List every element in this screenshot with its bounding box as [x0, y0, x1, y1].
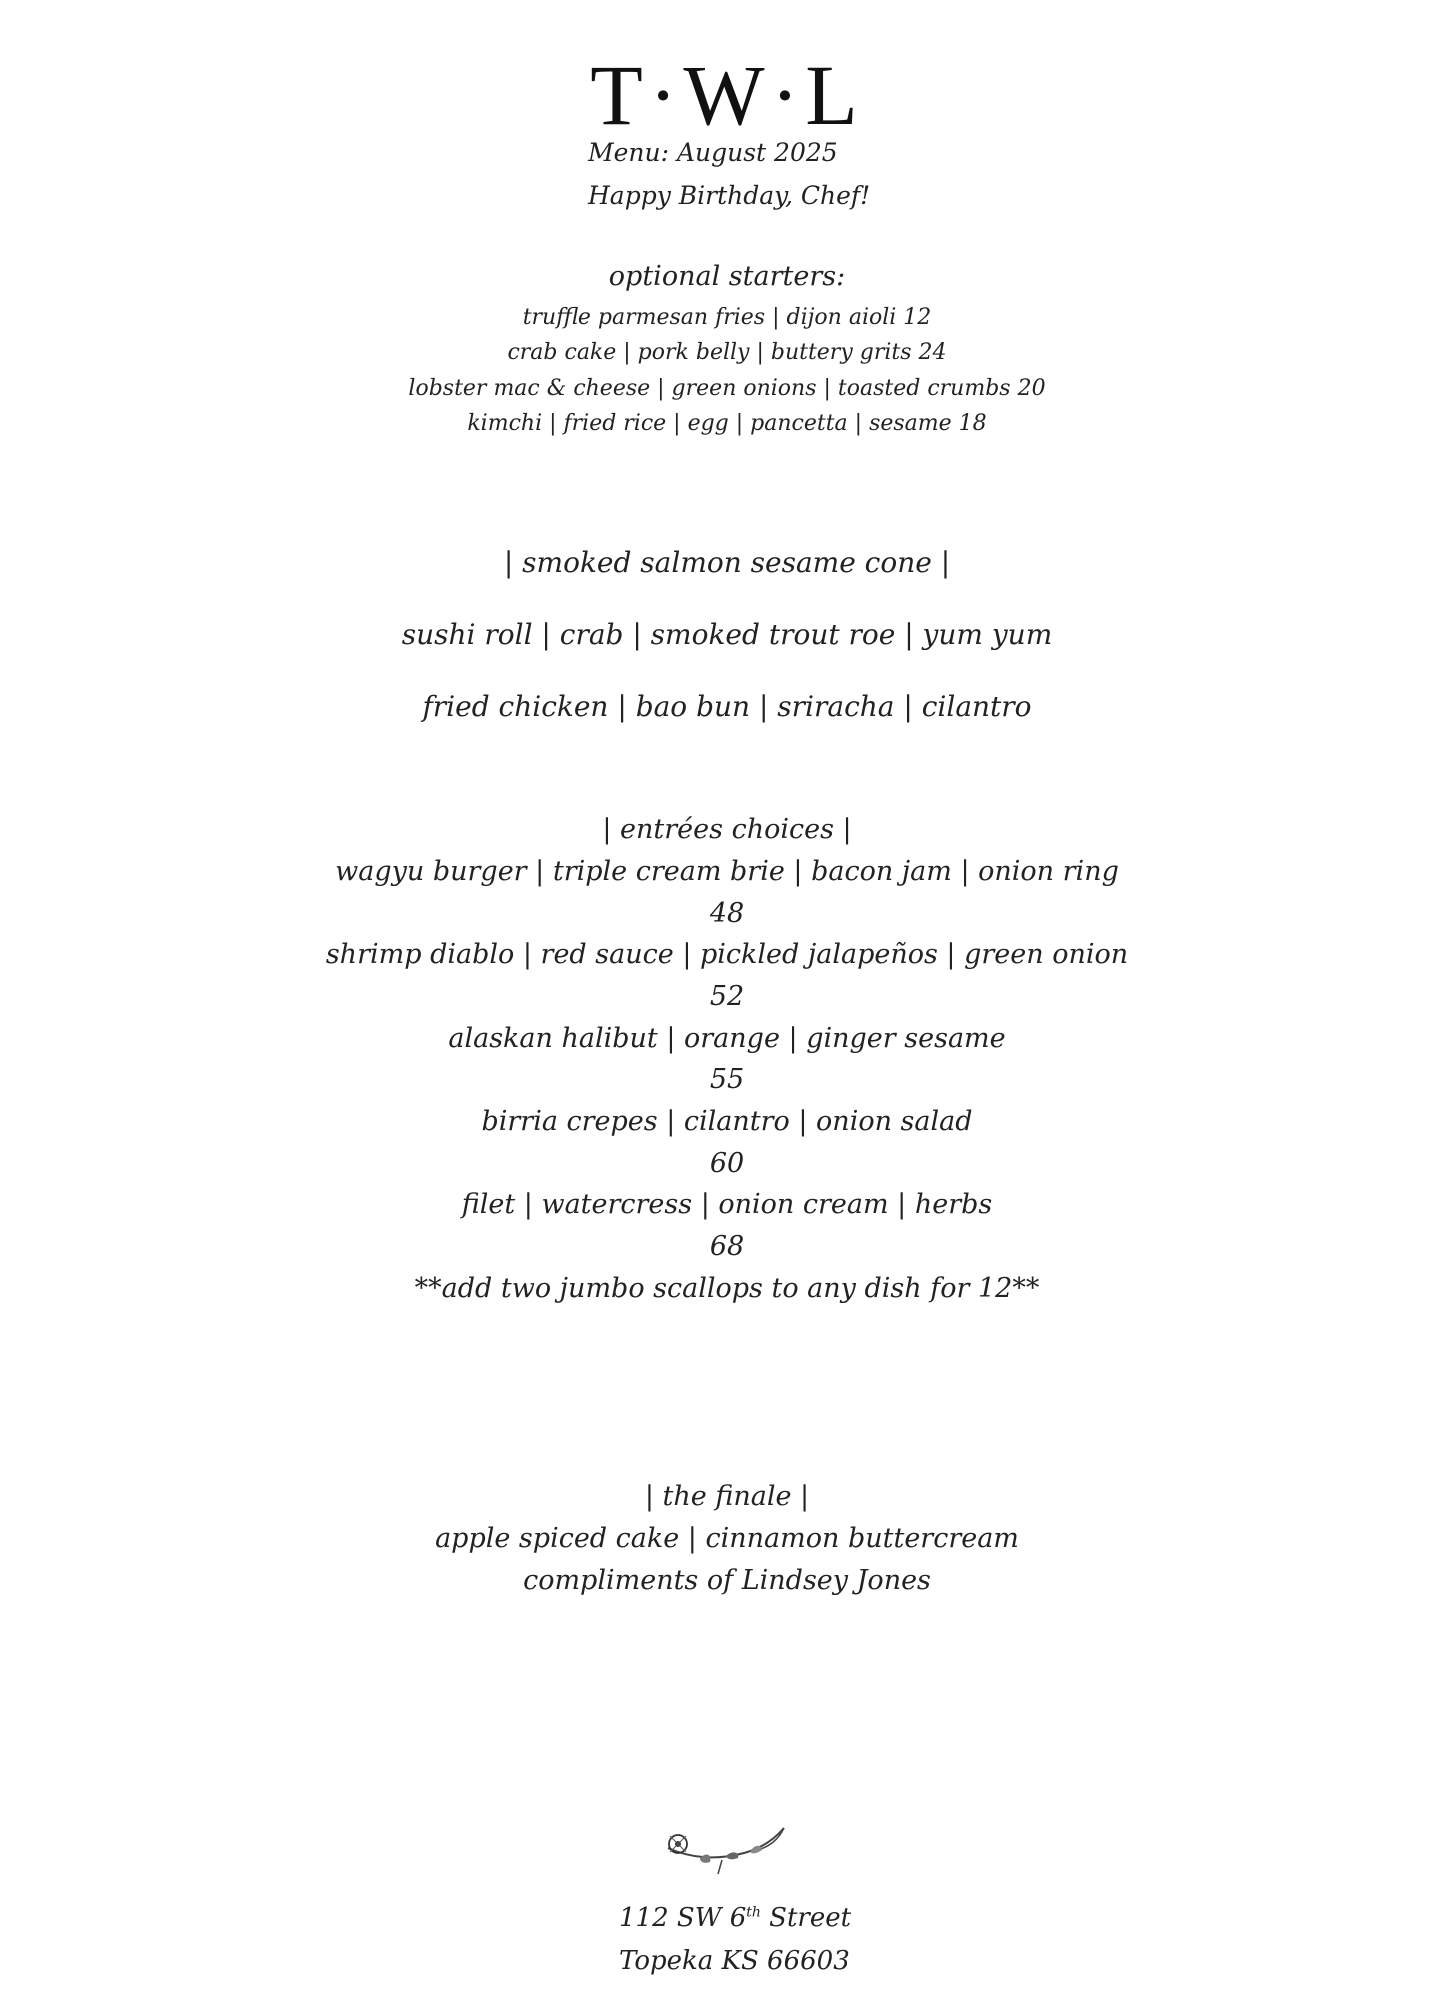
address-street	[619, 1903, 851, 1933]
street-name: Street	[760, 1903, 852, 1933]
entree-name: filet | watercress | onion cream | herbs	[461, 1189, 993, 1220]
floral-sprig-icon	[660, 1820, 790, 1880]
address-city: Topeka KS 66603	[619, 1946, 850, 1976]
course-item: sushi roll | crab | smoked trout roe | yum yum	[401, 618, 1053, 651]
entree-name: shrimp diablo | red sauce | pickled jalapeños | green onion	[325, 939, 1129, 970]
entree-price: 55	[709, 1064, 745, 1095]
entree-price: 60	[709, 1148, 745, 1179]
entree-name: wagyu burger | triple cream brie | bacon jam | onion ring	[335, 856, 1119, 887]
scallops-note: **add two jumbo scallops to any dish for 12**	[414, 1273, 1040, 1304]
twl-logo: T·W·L	[590, 47, 864, 143]
menu-date: Menu: August 2025	[588, 138, 838, 167]
entree-name: birria crepes | cilantro | onion salad	[481, 1106, 973, 1137]
dessert-credit: compliments of Lindsey Jones	[523, 1565, 931, 1596]
starter-item: crab cake | pork belly | buttery grits 24	[507, 340, 947, 365]
course-item: fried chicken | bao bun | sriracha | cilantro	[422, 690, 1032, 723]
greeting: Happy Birthday, Chef!	[588, 181, 871, 210]
starter-item: lobster mac & cheese | green onions | toasted crumbs 20	[408, 376, 1046, 401]
entree-price: 52	[709, 981, 745, 1012]
entrees-heading: | entrées choices |	[602, 814, 852, 845]
starter-item: truffle parmesan fries | dijon aioli 12	[522, 305, 932, 330]
starter-item: kimchi | fried rice | egg | pancetta | sesame 18	[467, 411, 987, 436]
entree-price: 48	[709, 898, 745, 929]
course-item: | smoked salmon sesame cone |	[503, 546, 951, 579]
entree-name: alaskan halibut | orange | ginger sesame	[448, 1023, 1006, 1054]
dessert-item: apple spiced cake | cinnamon buttercream	[435, 1523, 1019, 1554]
starters-heading: optional starters:	[608, 261, 846, 292]
street-number: 112 SW 6	[619, 1903, 747, 1933]
entree-price: 68	[709, 1231, 745, 1262]
finale-heading: | the finale |	[644, 1481, 810, 1512]
street-ordinal: th	[746, 1904, 761, 1921]
